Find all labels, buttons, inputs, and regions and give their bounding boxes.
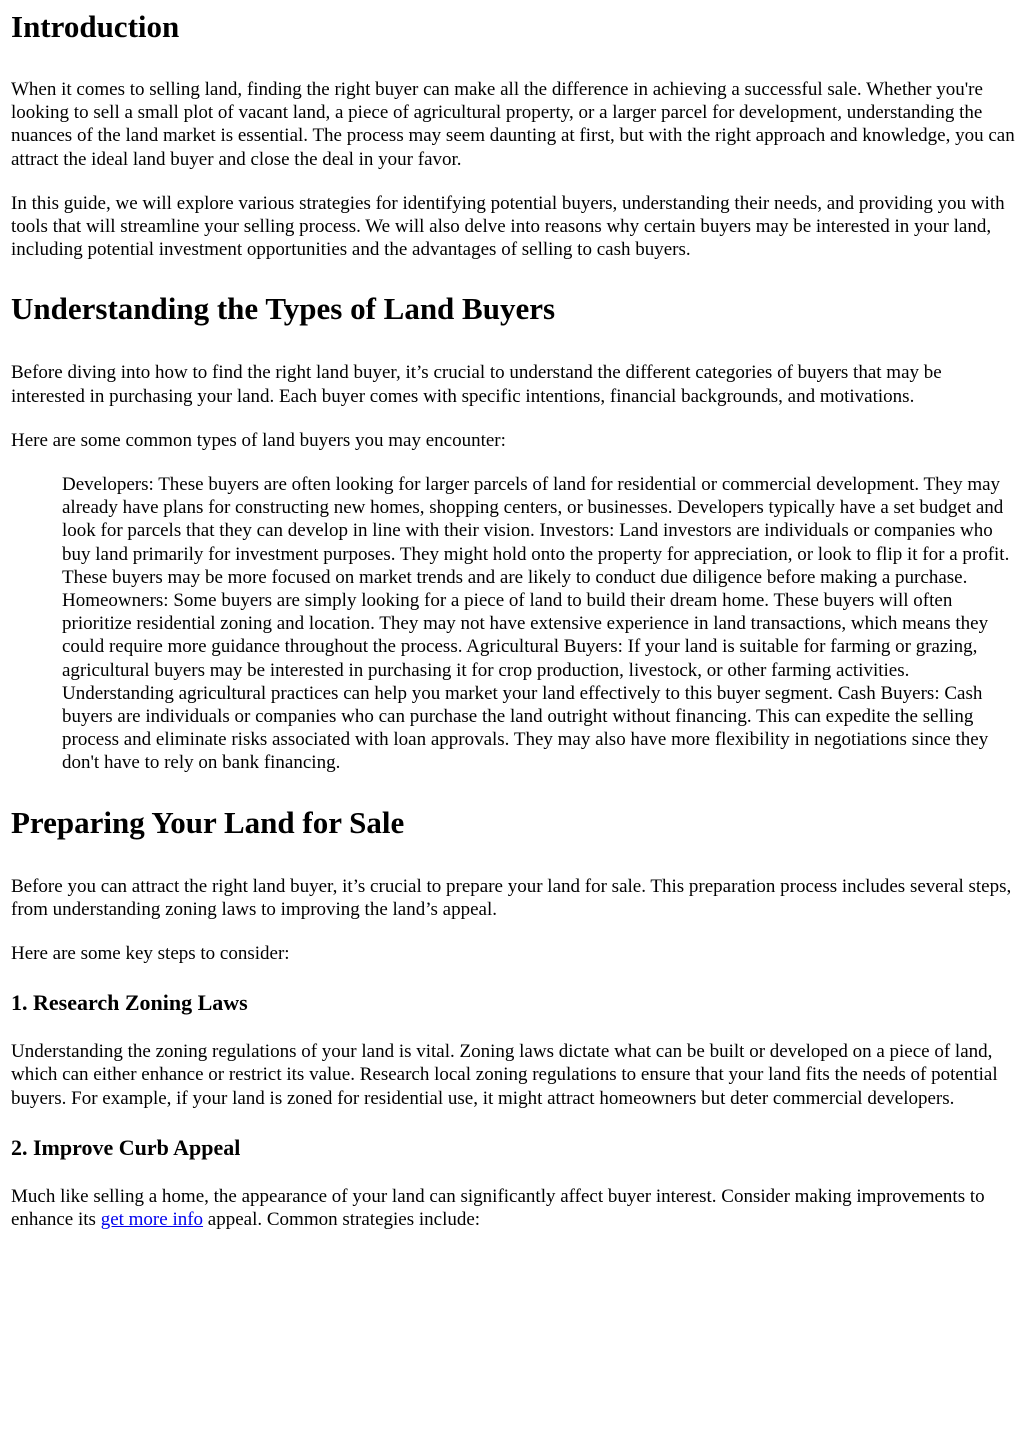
heading-research-zoning: 1. Research Zoning Laws xyxy=(11,990,248,1016)
paragraph-types-1: Before diving into how to find the right land buyer, it’s crucial to understand the different categories of buyers that may be interested in purchasing your land. Each buyer comes with specific intentions, financial backgrounds, and motivations. xyxy=(11,362,942,407)
get-more-info-link[interactable]: get more info xyxy=(100,1209,204,1231)
heading-curb-appeal: 2. Improve Curb Appeal xyxy=(11,1134,241,1160)
buyer-types-blockquote: Developers: These buyers are often looking for larger parcels of land for residential or commercial development. They may already have plans for constructing new homes, shopping centers, or businesses. Developers typically have a set budget and look for parcels that they can develop in line with their vision. Investors: Land investors are individuals or companies who buy land primarily for investment purposes. They might hold onto the property for appreciation, or look to flip it for a profit. These buyers may be more focused on market trends and are likely to conduct due diligence before making a purchase. Homeowners: Some buyers are simply looking for a piece of land to build their dream home. These buyers will often prioritize residential zoning and location. They may not have extensive experience in land transactions, which means they could require more guidance throughout the process. Agricultural Buyers: If your land is suitable for farming or grazing, agricultural buyers may be interested in purchasing it for crop production, livestock, or other farming activities. Understanding agricultural practices can help you market your land effectively to this buyer segment. Cash Buyers: Cash buyers are individuals or companies who can purchase the land outright without financing. This can expedite the selling process and eliminate risks associated with loan approvals. They may also have more flexibility in negotiations since they don't have to rely on bank financing. xyxy=(62,474,1010,774)
curb-appeal-text-before: Much like selling a home, the appearance of your land can significantly affect buyer interest. Consider making improvements to enhance its xyxy=(11,1185,985,1231)
heading-introduction: Introduction xyxy=(11,9,180,44)
paragraph-preparing-2: Here are some key steps to consider: xyxy=(11,943,290,965)
paragraph-curb-appeal xyxy=(11,1185,1016,1231)
paragraph-intro-1: When it comes to selling land, finding the right buyer can make all the difference in achieving a successful sale. Whether you're looking to sell a small plot of vacant land, a piece of agricultural property, or a larger parcel for development, understanding the nuances of the land market is essential. The process may seem daunting at first, but with the right approach and knowledge, you can attract the ideal land buyer and close the deal in your favor. xyxy=(11,79,1015,170)
heading-types-of-buyers: Understanding the Types of Land Buyers xyxy=(11,291,556,327)
paragraph-types-2: Here are some common types of land buyers you may encounter: xyxy=(11,429,506,451)
paragraph-preparing-1: Before you can attract the right land buyer, it’s crucial to prepare your land for sale. This preparation process includes several steps, from understanding zoning laws to improving the land’s appeal. xyxy=(11,875,1012,920)
curb-appeal-text-after: appeal. Common strategies include: xyxy=(203,1209,481,1231)
paragraph-intro-2: In this guide, we will explore various strategies for identifying potential buyers, understanding their needs, and providing you with tools that will streamline your selling process. We will also delve into reasons why certain buyers may be interested in your land, including potential investment opportunities and the advantages of selling to cash buyers. xyxy=(11,192,1005,261)
heading-preparing-land: Preparing Your Land for Sale xyxy=(11,804,405,840)
paragraph-research-zoning: Understanding the zoning regulations of your land is vital. Zoning laws dictate what can be built or developed on a piece of land, which can either enhance or restrict its value. Research local zoning regulations to ensure that your land fits the needs of potential buyers. For example, if your land is zoned for residential use, it might attract homeowners but deter commercial developers. xyxy=(11,1041,998,1109)
